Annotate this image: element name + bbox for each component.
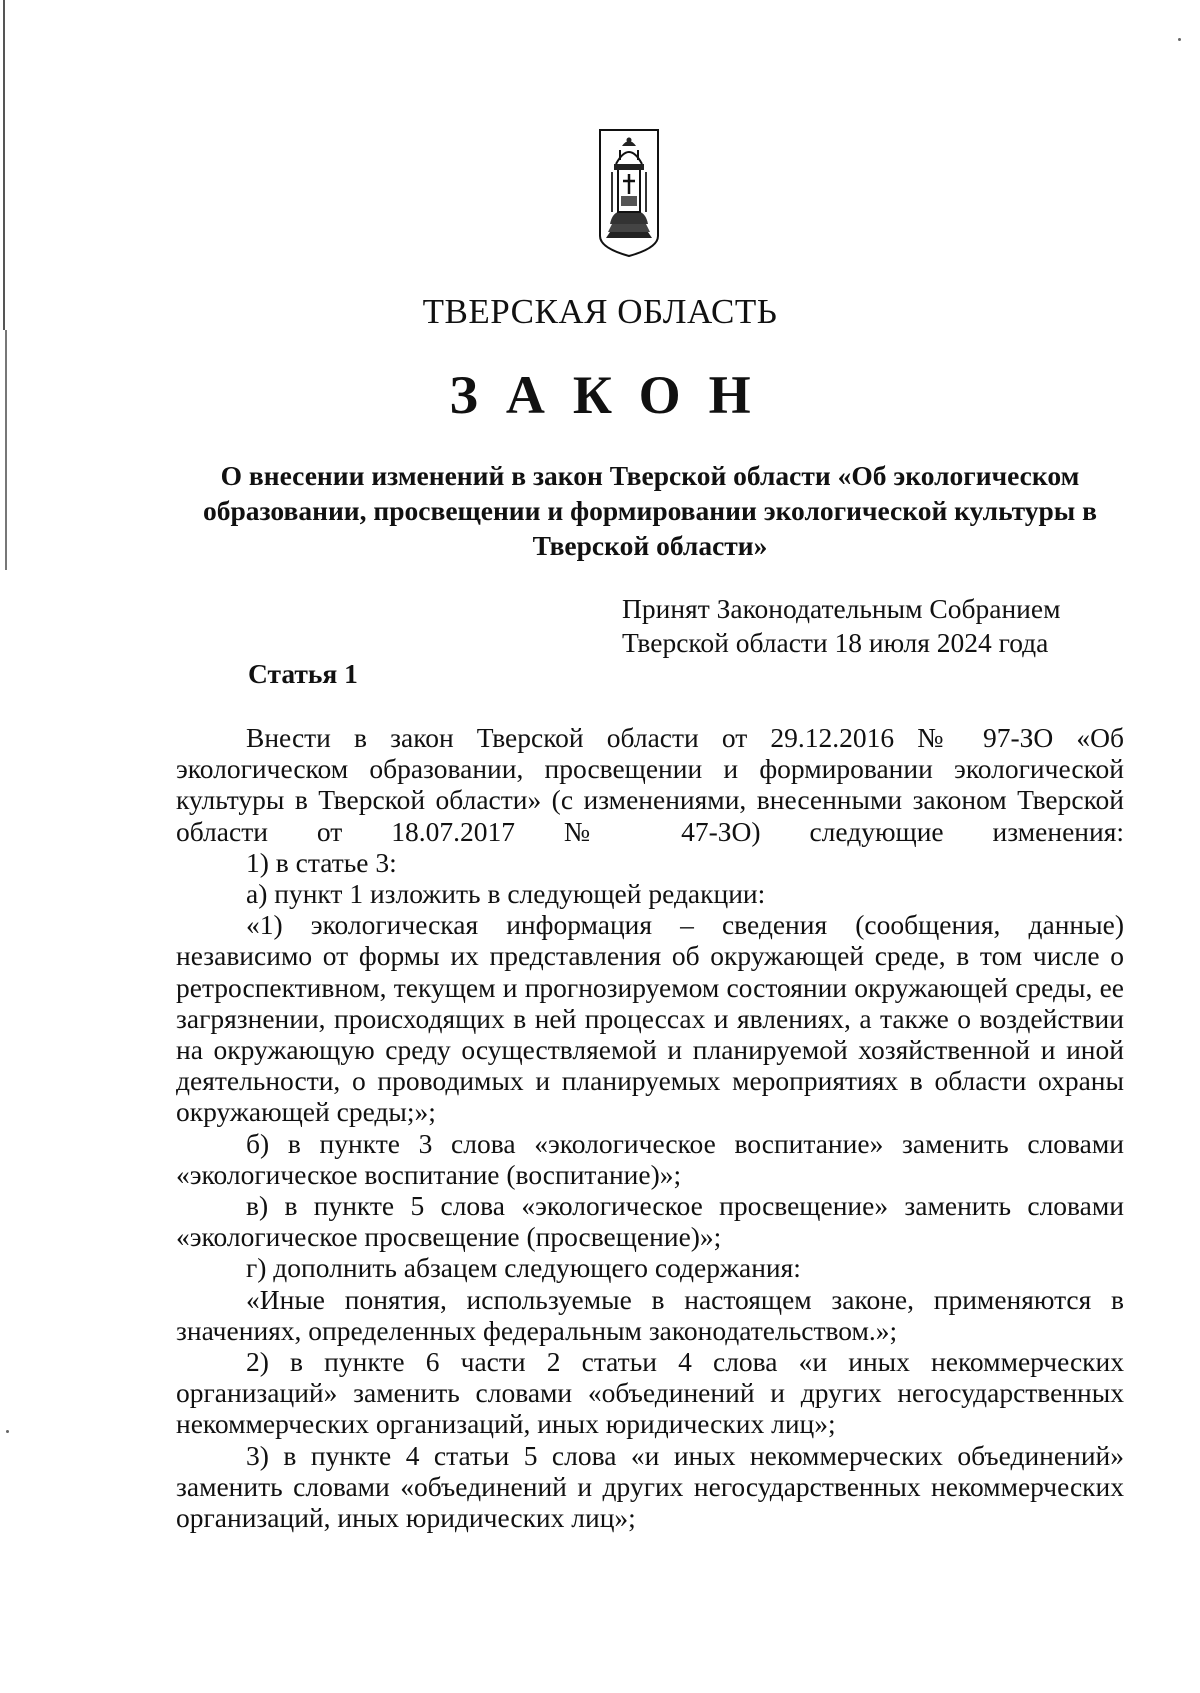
adoption-note — [622, 592, 1162, 660]
article-paragraph: в) в пункте 5 слова «экологическое просвещение» заменить словами «экологическое просвещение (просвещение)»; — [176, 1190, 1124, 1253]
article-body — [176, 722, 1124, 1533]
article-paragraph: «Иные понятия, используемые в настоящем законе, применяются в значениях, определенных федеральным законодательством.»; — [176, 1283, 1124, 1346]
subject-line: О внесении изменений в закон Тверской области «Об экологическом — [220, 460, 1080, 491]
coat-of-arms-icon — [598, 128, 660, 258]
article-paragraph: г) дополнить абзацем следующего содержания: — [246, 1252, 801, 1284]
article-paragraph: «1) экологическая информация – сведения (сообщения, данные) независимо от формы их представления об окружающей среде, в том числе о ретроспективном, текущем и прогнозируемом состоянии окружающей среды, ее загрязнении, происходящих в ней процессах и явлениях, а также о воздействии на окружающую среду осуществляемой и планируемой хозяйственной и иной деятельности, о проводимых и планируемых мероприятиях в области охраны окружающей среды;»; — [176, 909, 1124, 1128]
adoption-line: Принят Законодательным Собранием — [622, 593, 1061, 624]
scan-speck — [6, 1430, 9, 1433]
subject-line: Тверской области» — [532, 530, 768, 561]
scan-edge-line — [3, 0, 5, 330]
article-paragraph: б) в пункте 3 слова «экологическое воспитание» заменить словами «экологическое воспитание (воспитание)»; — [176, 1127, 1124, 1190]
scan-speck — [1178, 38, 1181, 41]
article-heading: Статья 1 — [248, 658, 358, 689]
article-paragraph: Внести в закон Тверской области от 29.12.2016 № 97-ЗО «Об экологическом образовании, просвещении и формировании экологической культуры в Тверской области» (с изменениями, внесенными законом Тверской области от 18.07.2017 № 47-ЗО) следующие изменения: — [176, 722, 1124, 847]
article-paragraph: 3) в пункте 4 статьи 5 слова «и иных некоммерческих объединений» заменить словами «объединений и других негосударственных некоммерческих организаций, иных юридических лиц»; — [176, 1439, 1124, 1534]
region-name: ТВЕРСКАЯ ОБЛАСТЬ — [422, 292, 778, 331]
article-paragraph: 2) в пункте 6 части 2 статьи 4 слова «и иных некоммерческих организаций» заменить словами «объединений и других негосударственных некоммерческих организаций, иных юридических лиц»; — [176, 1346, 1124, 1440]
adoption-line: Тверской области 18 июля 2024 года — [622, 627, 1049, 658]
article-paragraph: а) пункт 1 изложить в следующей редакции: — [246, 878, 766, 910]
law-subject-title — [180, 458, 1120, 563]
document-type-title: ЗАКОН — [449, 365, 779, 425]
article-paragraph: 1) в статье 3: — [246, 846, 397, 878]
subject-line: образовании, просвещении и формировании экологической культуры в — [203, 495, 1097, 526]
